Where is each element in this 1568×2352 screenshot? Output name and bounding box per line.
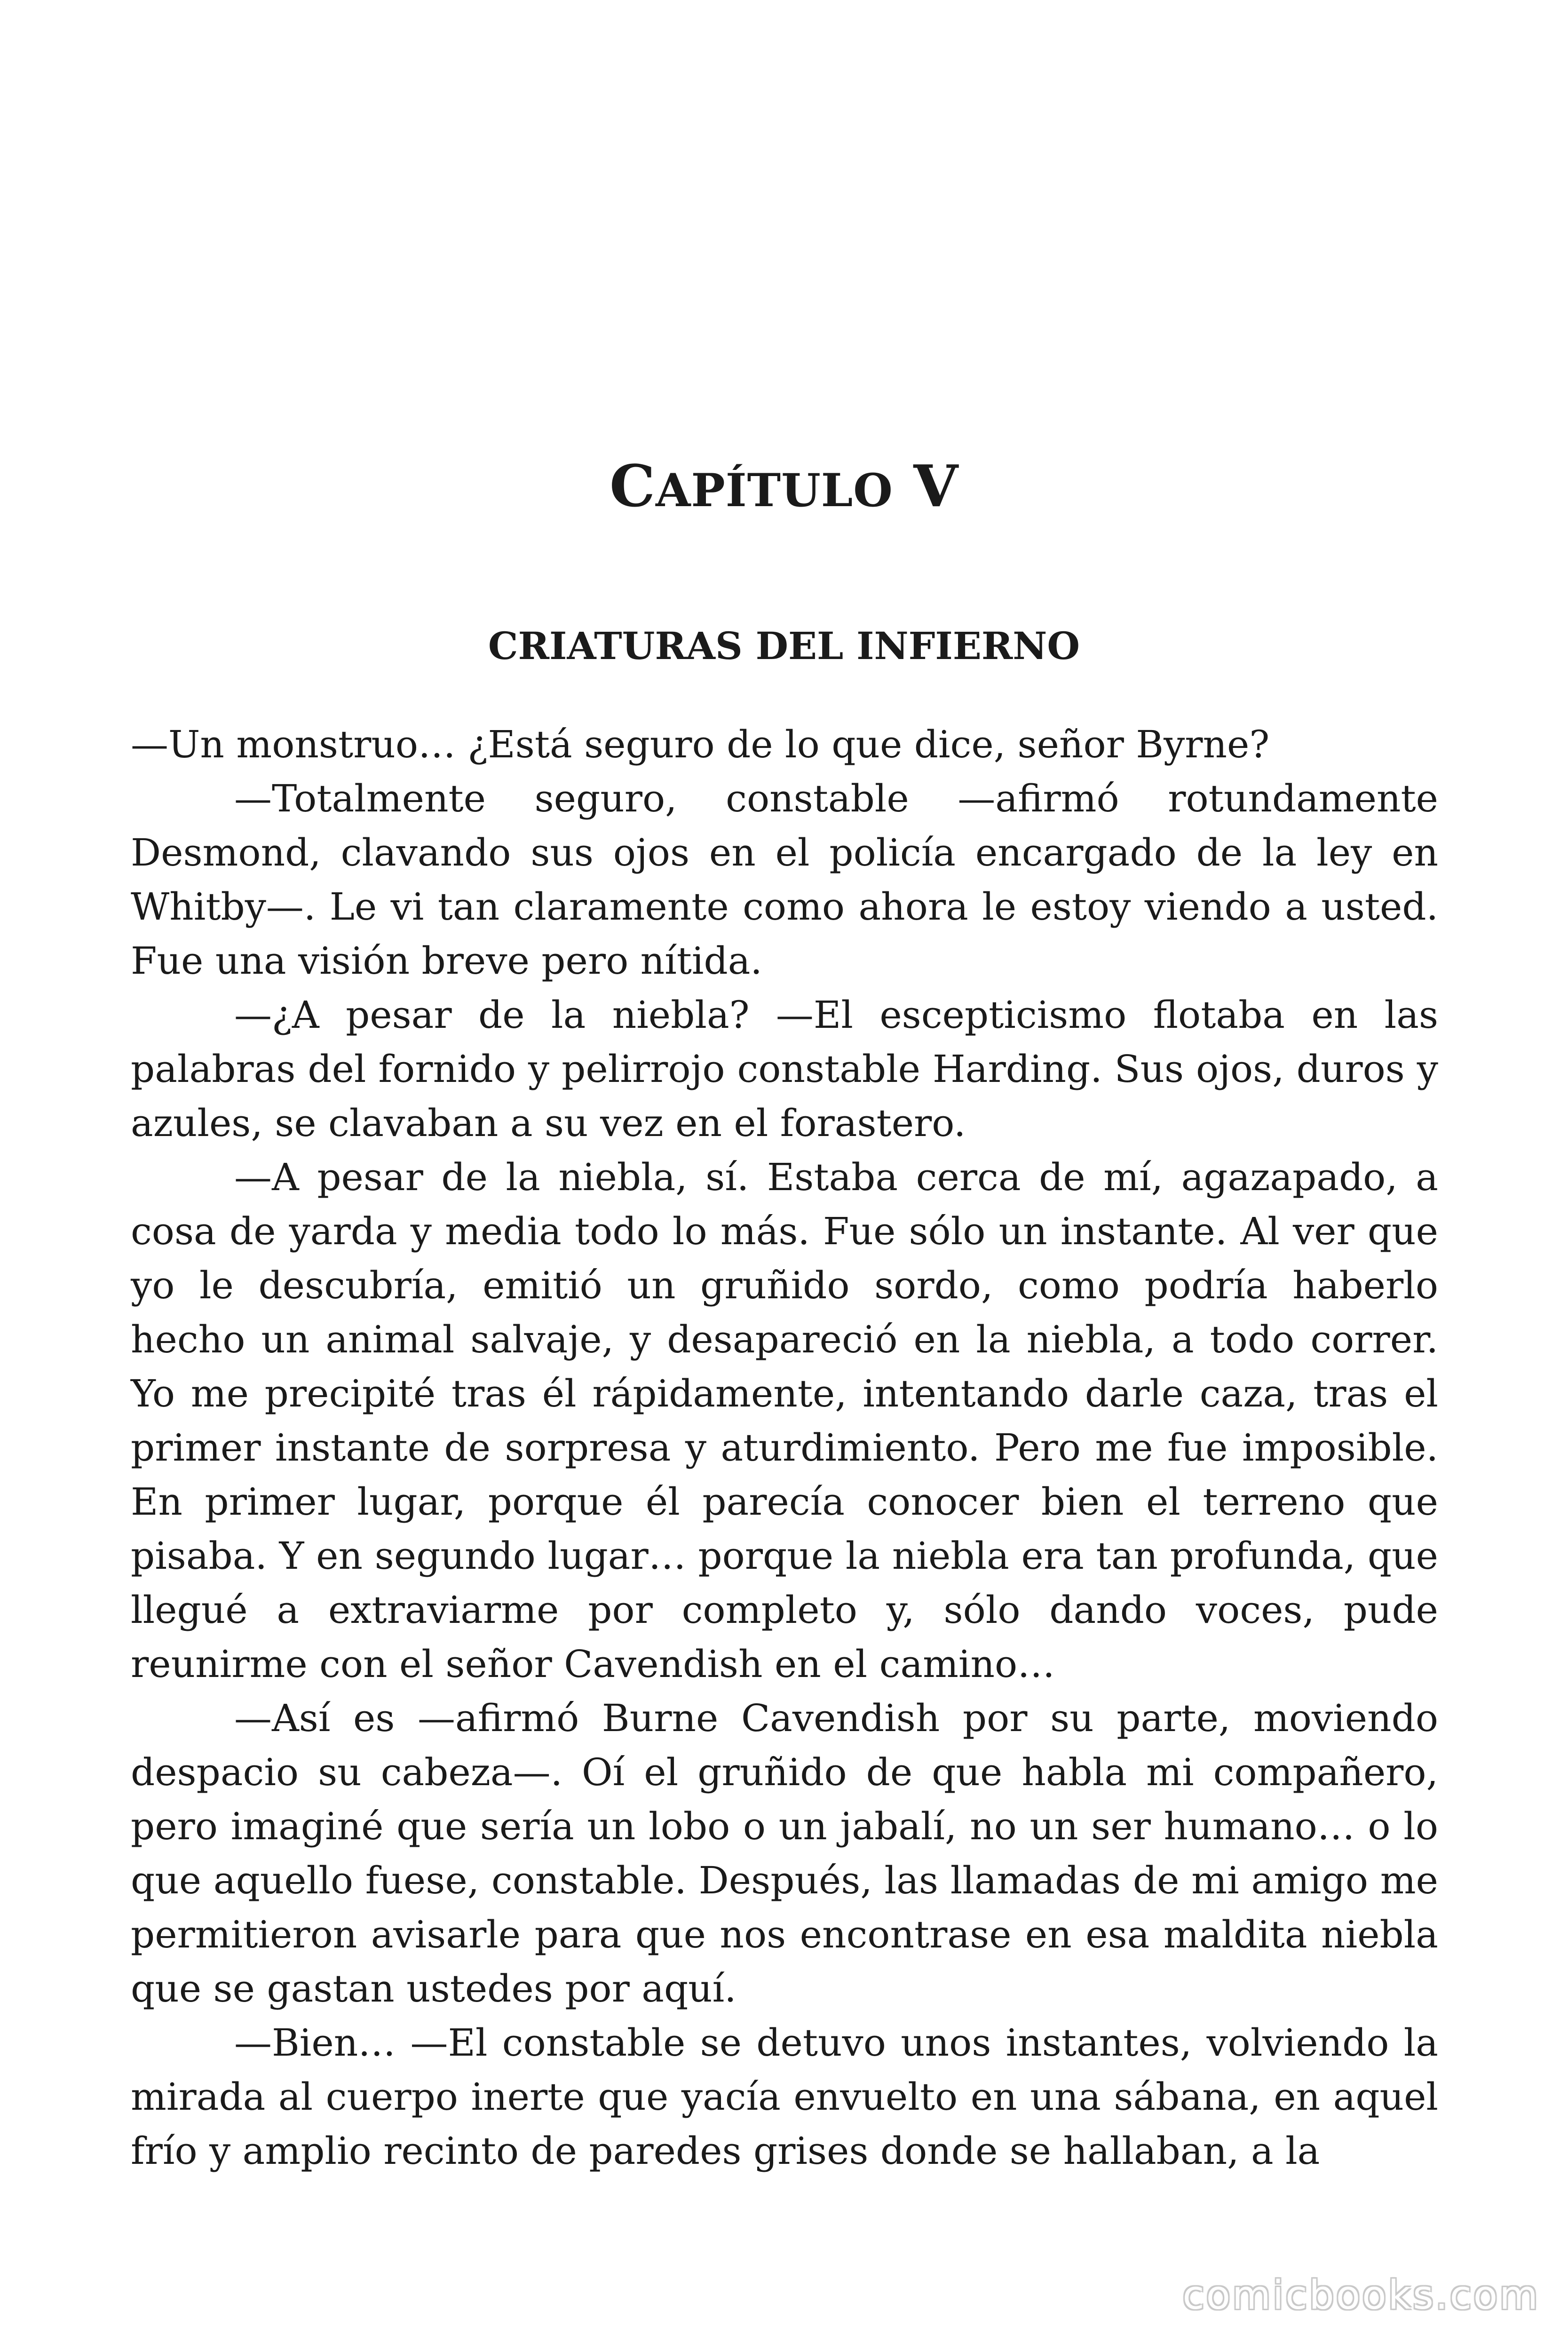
- paragraph: —Bien… —El constable se detuvo unos instantes, volviendo la mirada al cuerpo inerte que yacía envuelto en una sábana, en aquel frío y amplio recinto de paredes grises donde se hallaban, a la: [131, 2021, 1438, 2173]
- paragraph: —Totalmente seguro, constable —afirmó rotundamente Desmond, clavando sus ojos en el policía encargado de la ley en Whitby—. Le vi tan claramente como ahora le estoy viendo a usted. Fue una visión breve pero nítida.: [131, 777, 1438, 983]
- paragraph: —¿A pesar de la niebla? —El escepticismo flotaba en las palabras del fornido y pelirrojo constable Harding. Sus ojos, duros y azules, se clavaban a su vez en el forastero.: [131, 993, 1438, 1145]
- chapter-number: V: [913, 452, 959, 520]
- paragraph: —Un monstruo… ¿Está seguro de lo que dice, señor Byrne?: [131, 723, 1270, 766]
- chapter-title-initial: C: [609, 452, 656, 520]
- paragraph: —A pesar de la niebla, sí. Estaba cerca de mí, agazapado, a cosa de yarda y media todo lo más. Fue sólo un instante. Al ver que yo le descubría, emitió un gruñido sordo, como podría haberlo hecho un animal salvaje, y desapareció en la niebla, a todo correr. Yo me precipité tras él rápidamente, intentando darle caza, tras el primer instante de sorpresa y aturdimiento. Pero me fue imposible. En primer lugar, porque él parecía conocer bien el terreno que pisaba. Y en segundo lugar… porque la niebla era tan profunda, que llegué a extraviarme por completo y, sólo dando voces, pude reunirme con el señor Cavendish en el camino…: [131, 1155, 1438, 1686]
- chapter-subtitle: CRIATURAS DEL INFIERNO: [488, 624, 1080, 668]
- chapter-title: [0, 452, 1568, 520]
- paragraph: —Así es —afirmó Burne Cavendish por su parte, moviendo despacio su cabeza—. Oí el gruñido de que habla mi compañero, pero imaginé que sería un lobo o un jabalí, no un ser humano… o lo que aquello fuese, constable. Después, las llamadas de mi amigo me permitieron avisarle para que nos encontrase en esa maldita niebla que se gastan ustedes por aquí.: [131, 1696, 1438, 2010]
- watermark: comicbooks.com: [1182, 2272, 1540, 2318]
- body-text: [131, 717, 1438, 2178]
- chapter-title-rest: APÍTULO: [656, 464, 893, 517]
